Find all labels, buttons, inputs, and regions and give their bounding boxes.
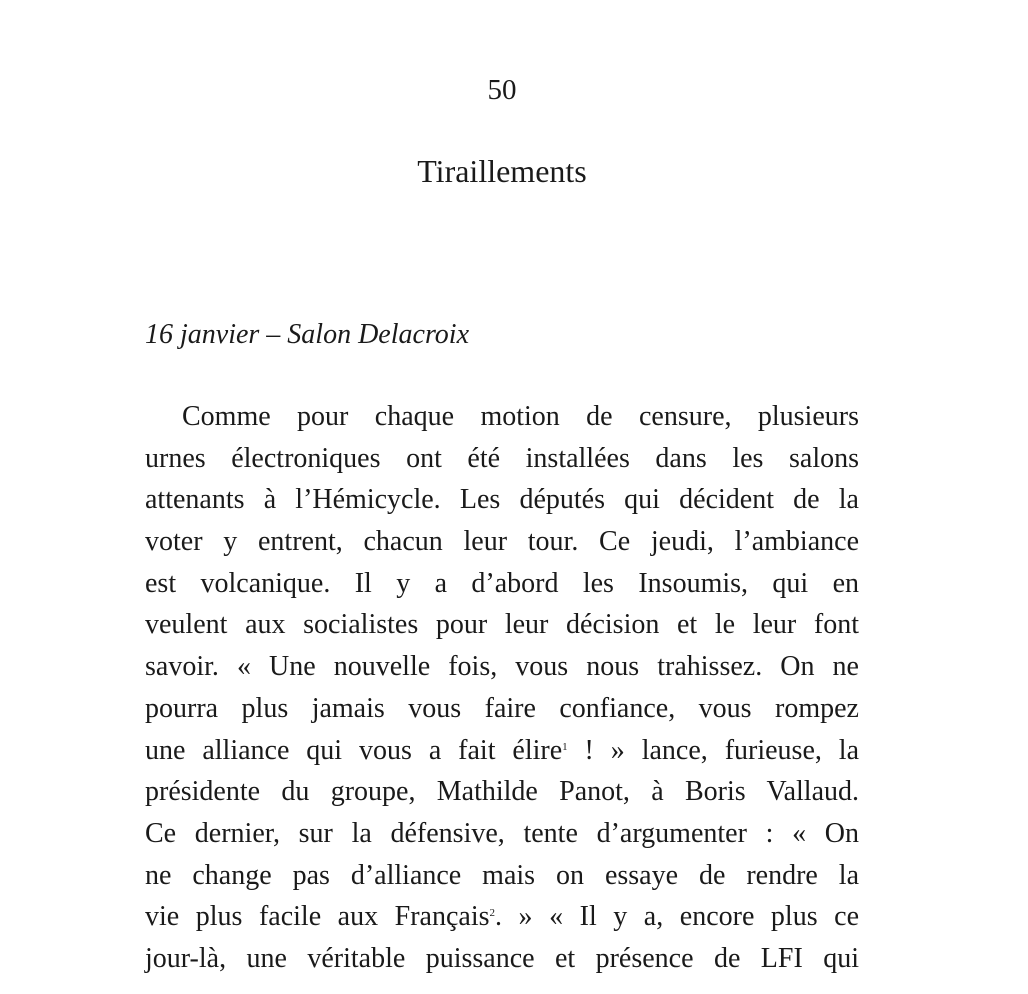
line-text-after-note: ! » lance, furieuse, la (567, 734, 859, 766)
footnote-marker: 1 (562, 740, 568, 753)
chapter-number: 50 (487, 74, 517, 106)
text-line: urnes électroniques ont été installées dans les salons (145, 442, 859, 474)
text-line: voter y entrent, chacun leur tour. Ce jeudi, l’ambiance (145, 526, 859, 558)
text-line: Comme pour chaque motion de censure, plusieurs (182, 401, 859, 432)
text-line (145, 896, 859, 938)
text-line (145, 730, 859, 772)
text-line: pourra plus jamais vous faire confiance, vous rompez (145, 692, 859, 724)
text-line: veulent aux socialistes pour leur décision et le leur font (145, 609, 859, 641)
chapter-title: Tiraillements (417, 153, 587, 189)
footnote-marker: 2 (489, 907, 495, 920)
text-line: Ce dernier, sur la défensive, tente d’argumenter : « On (145, 817, 859, 849)
line-text-before-note: vie plus facile aux Français (145, 901, 490, 933)
text-line: savoir. « Une nouvelle fois, vous nous trahissez. On ne (145, 651, 859, 683)
text-line: est volcanique. Il y a d’abord les Insoumis, qui en (145, 567, 859, 599)
text-line: jour-là, une véritable puissance et présence de LFI qui (145, 942, 859, 974)
body-paragraph (145, 396, 859, 980)
text-line: présidente du groupe, Mathilde Panot, à Boris Vallaud. (145, 776, 859, 808)
text-line: attenants à l’Hémicycle. Les députés qui décident de la (145, 484, 859, 516)
section-heading: 16 janvier – Salon Delacroix (145, 319, 470, 350)
text-line: ne change pas d’alliance mais on essaye de rendre la (145, 859, 859, 891)
line-text-after-note: . » « Il y a, encore plus ce (495, 901, 859, 933)
line-text-before-note: une alliance qui vous a fait élire (145, 734, 563, 766)
